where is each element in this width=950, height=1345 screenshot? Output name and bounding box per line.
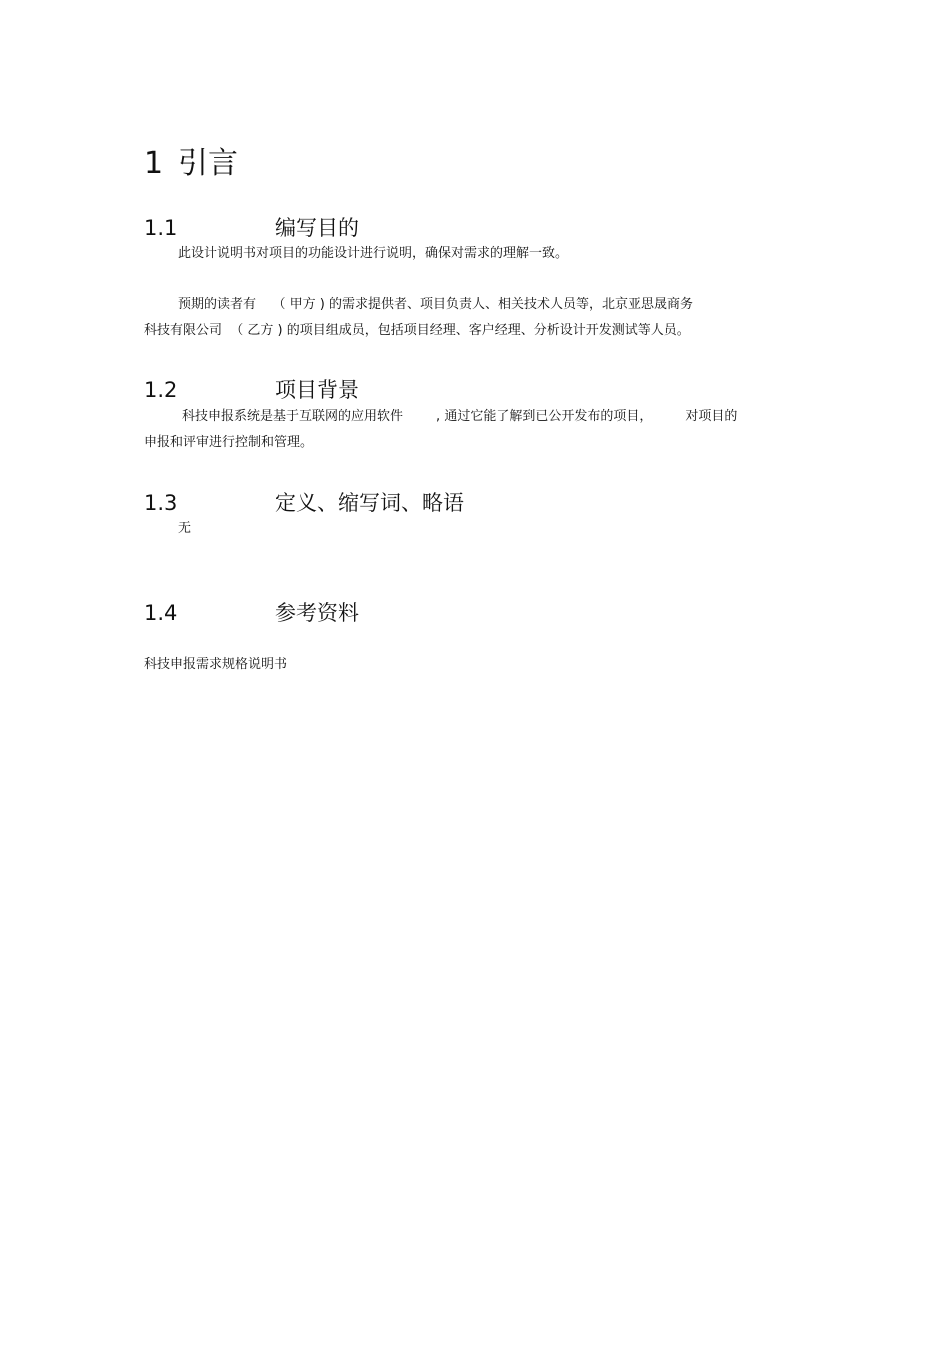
- section-heading-1-1: [144, 213, 359, 243]
- paragraph-line: 预期的读者有 （ 甲方 ) 的需求提供者、项目负责人、相关技术人员等，北京亚思晟商务: [178, 297, 693, 312]
- section-title: 项目背景: [275, 378, 359, 402]
- section-title: 编写目的: [275, 216, 359, 240]
- paragraph-line: 科技申报需求规格说明书: [144, 657, 288, 672]
- paragraph-line: 申报和评审进行控制和管理。: [144, 435, 314, 450]
- section-number: 1.3: [144, 491, 178, 515]
- paragraph-line: 无: [178, 521, 192, 536]
- chapter-number: 1: [144, 146, 164, 181]
- chapter-title: 引言: [178, 146, 238, 181]
- section-number: 1.2: [144, 378, 178, 402]
- paragraph-line: 科技申报系统是基于互联网的应用软件 , 通过它能了解到已公开发布的项目， 对项目的: [182, 409, 738, 424]
- section-number: 1.1: [144, 216, 178, 240]
- section-title: 参考资料: [275, 601, 359, 625]
- section-title: 定义、缩写词、略语: [275, 491, 464, 515]
- paragraph-line: 科技有限公司 （ 乙方 ) 的项目组成员，包括项目经理、客户经理、分析设计开发测试等人员。: [144, 323, 690, 338]
- section-number: 1.4: [144, 601, 178, 625]
- section-heading-1-3: [144, 488, 464, 518]
- section-heading-1-2: [144, 375, 359, 405]
- chapter-heading: [144, 142, 238, 186]
- section-heading-1-4: [144, 598, 359, 628]
- paragraph-line: 此设计说明书对项目的功能设计进行说明，确保对需求的理解一致。: [178, 246, 569, 261]
